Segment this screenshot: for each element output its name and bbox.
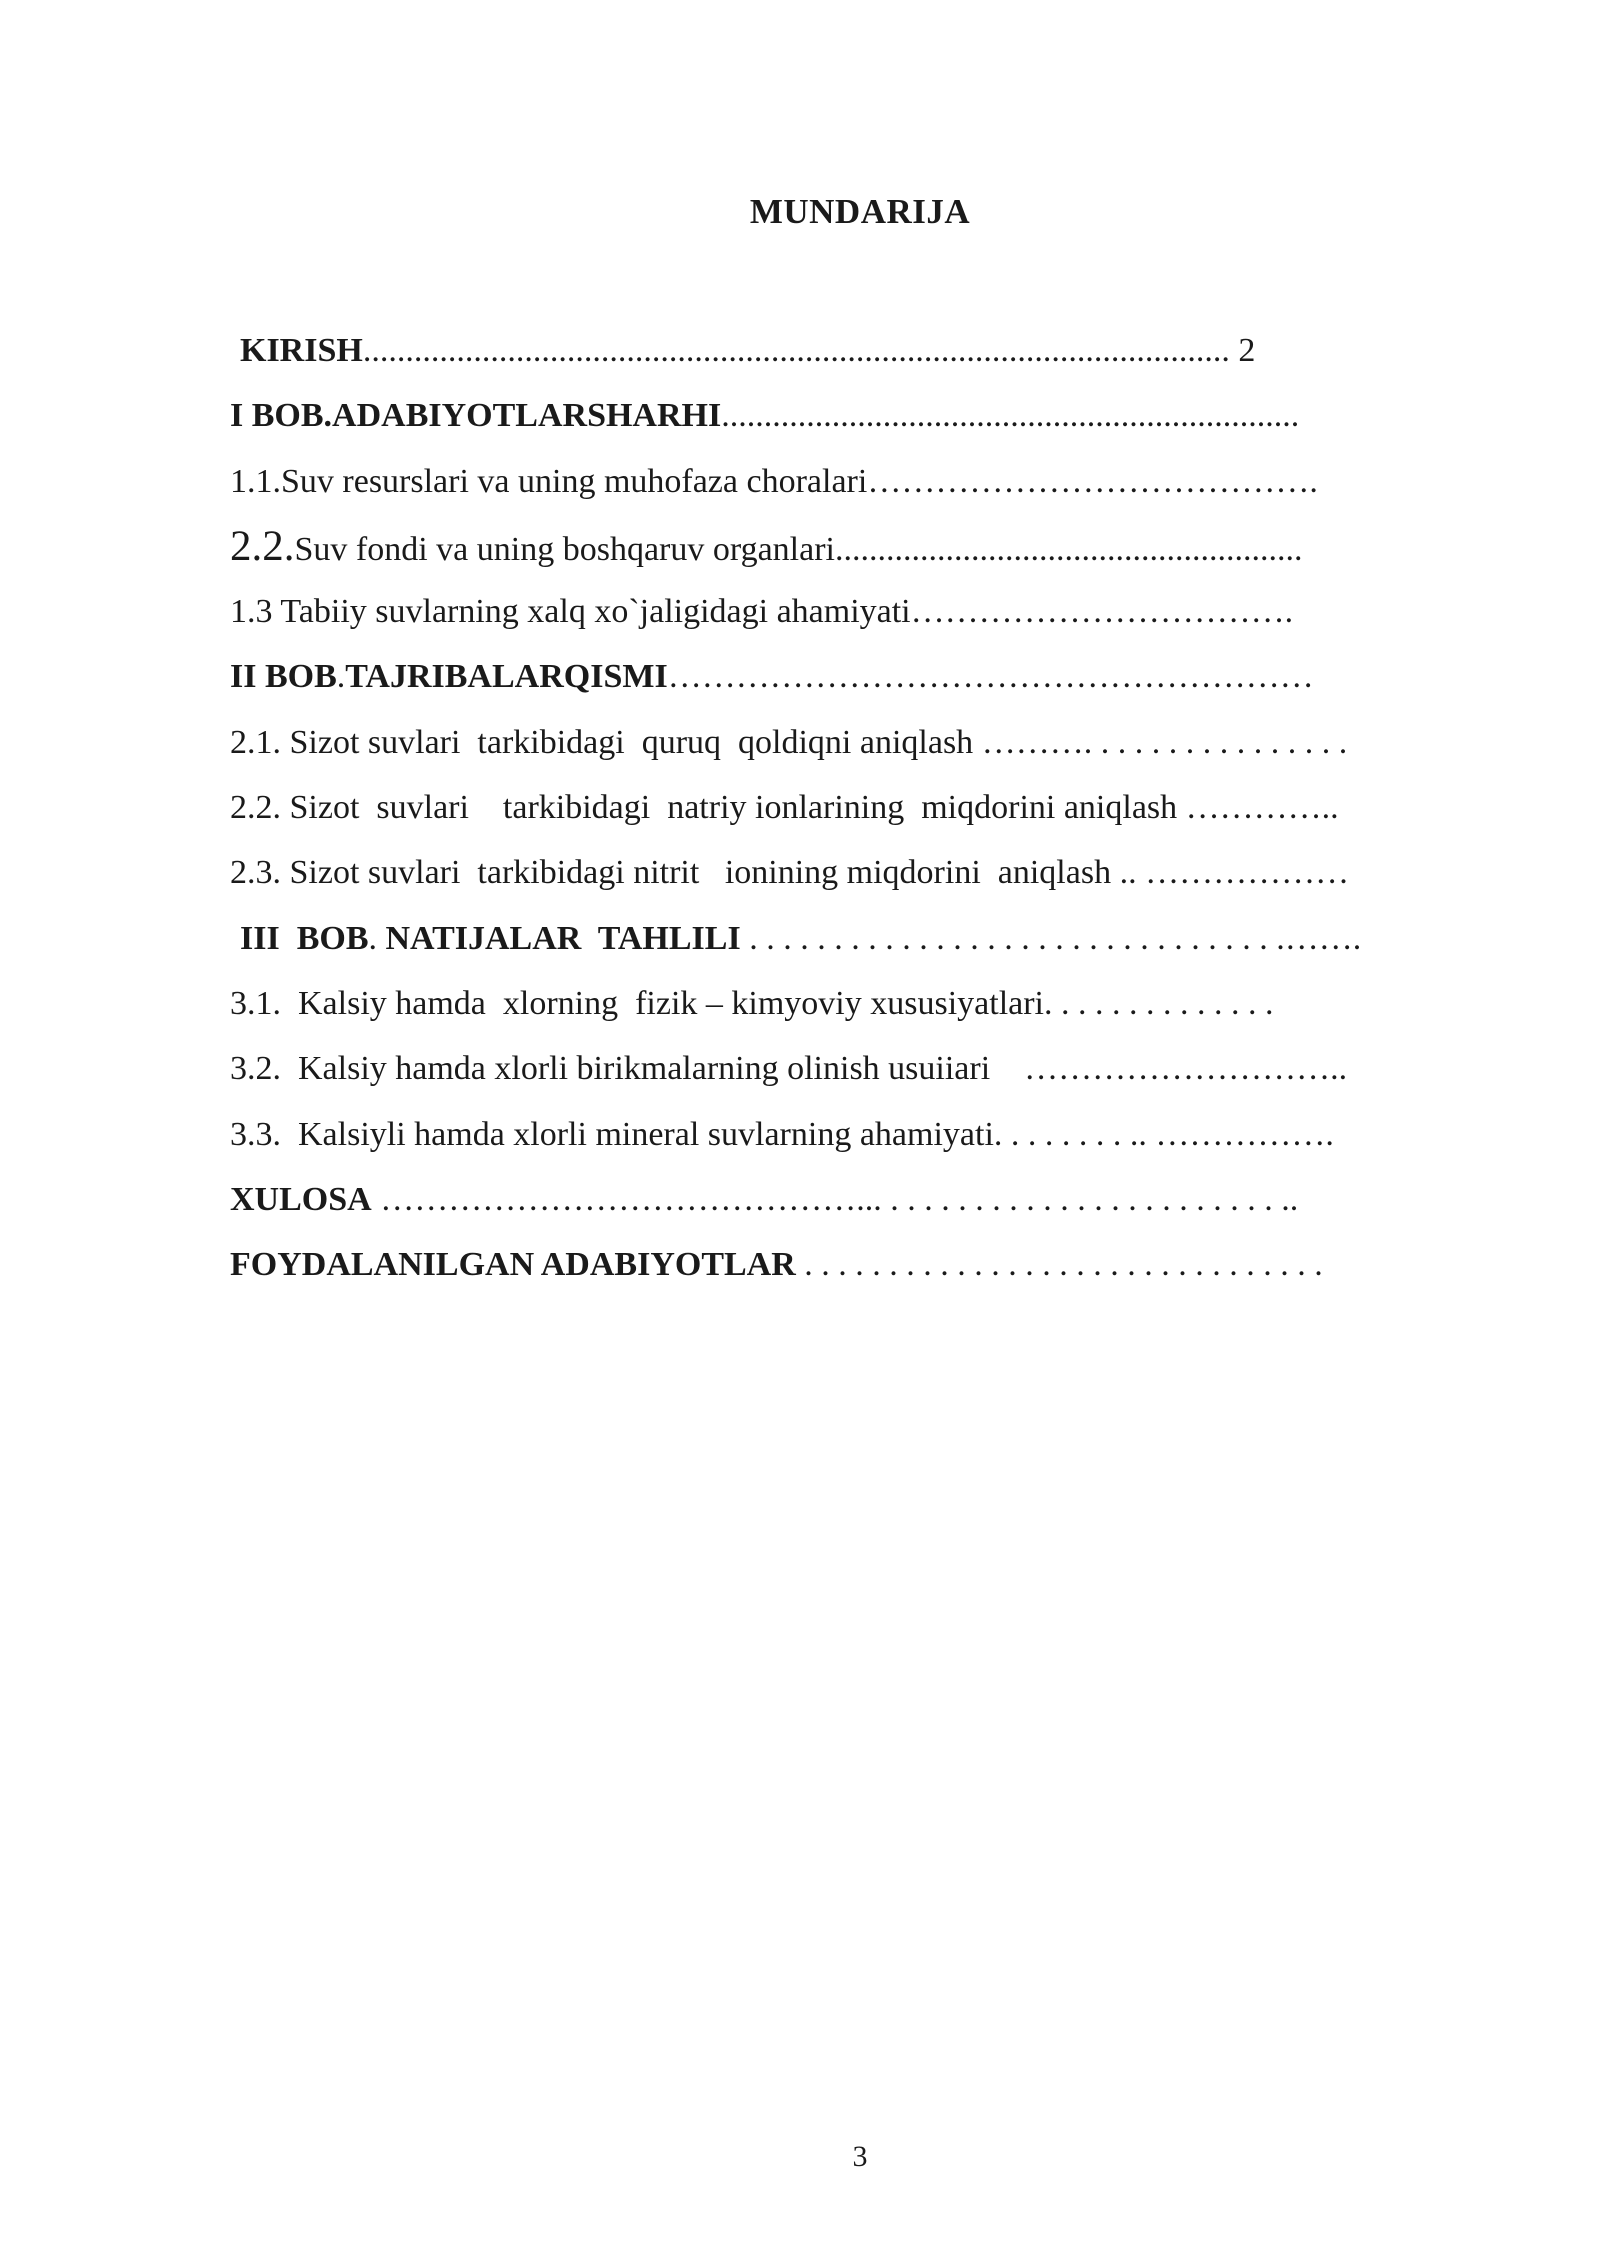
toc-entry-title: 3.3. Kalsiyli hamda xlorli mineral suvlarning ahamiyati. [230, 1115, 1003, 1153]
toc-entry-number: 2.2. [230, 522, 295, 570]
toc-entry-leader: ………….. [1185, 789, 1339, 827]
toc-entry-title-separator: . [336, 658, 346, 696]
toc-entry-title: 2.3. Sizot suvlari tarkibidagi nitrit ionining miqdorini aniqlash .. [230, 854, 1146, 892]
toc-entry-xulosa [230, 1167, 1530, 1232]
toc-entry-leader: ……………………….. [1024, 1050, 1348, 1088]
toc-entry-leader: . . . . . . . . . . . . . [1052, 984, 1274, 1022]
toc-entry-title: Suv fondi va uning boshqaruv organlari [294, 530, 835, 568]
toc-entry-title-part: III BOB [240, 919, 369, 957]
page-title: MUNDARIJA [749, 192, 971, 231]
toc-entry-leader: ………………………………………………… [667, 658, 1314, 696]
toc-entry-title-part: TAJRIBALARQISMI [345, 658, 668, 696]
table-of-contents [230, 318, 1530, 1297]
toc-entry-leader: ……………… [1145, 854, 1350, 892]
toc-entry-leader: . . . . . . . .. ……………. [1002, 1115, 1334, 1153]
toc-entry-title: Suv resurslari va uning muhofaza choralari [281, 462, 868, 500]
toc-entry-kirish [230, 318, 1530, 383]
toc-entry-2-1 [230, 710, 1530, 775]
toc-entry-references [230, 1232, 1530, 1297]
toc-entry-chapter-2 [230, 644, 1530, 709]
toc-entry-title-part: II BOB [230, 658, 337, 696]
toc-entry-chapter-3 [230, 906, 1530, 971]
toc-entry-leader: . . . . . . . . . . . . . . . . . . . . . . . . . . . . . . . .……. [740, 919, 1362, 957]
toc-entry-2-3 [230, 840, 1530, 905]
toc-entry-leader: ………. . . . . . . . . . . . . . . . [981, 723, 1348, 761]
toc-entry-title: XULOSA [230, 1180, 372, 1218]
toc-entry-leader: . . . . . . . . . . . . . . . . . . . . . . . . . . . . . . . [795, 1246, 1323, 1284]
toc-entry-leader: ...................................................................................................... [362, 332, 1230, 369]
toc-entry-title: 2.2. Sizot suvlari tarkibidagi natriy ionlarining miqdorini aniqlash [230, 789, 1186, 827]
toc-entry-title: 2.1. Sizot suvlari tarkibidagi quruq qoldiqni aniqlash [230, 723, 982, 761]
toc-entry-title: I BOB.ADABIYOTLARSHARHI [230, 397, 722, 435]
toc-entry-chapter-1 [230, 383, 1530, 448]
toc-entry-title: FOYDALANILGAN ADABIYOTLAR [230, 1246, 796, 1284]
toc-entry-title-part: NATIJALAR TAHLILI [385, 919, 741, 957]
toc-entry-2-2-sub [230, 775, 1530, 840]
toc-entry-3-1 [230, 971, 1530, 1036]
toc-entry-title-separator: . [368, 919, 386, 957]
toc-entry-title: KIRISH [240, 332, 363, 369]
toc-entry-title: 1.3 Tabiiy suvlarning xalq xo`jaligidagi ahamiyati [230, 593, 911, 631]
page-number: 3 [852, 2140, 868, 2173]
toc-entry-leader: ……………………………. [910, 593, 1294, 631]
toc-entry-title: 3.1. Kalsiy hamda xlorning fizik – kimyoviy xususiyatlari. [230, 984, 1053, 1022]
toc-entry-title: 3.2. Kalsiy hamda xlorli birikmalarning olinish usuiiari [230, 1050, 1025, 1088]
toc-entry-page: 2 [1229, 332, 1256, 369]
toc-entry-leader: …………………………………. [867, 462, 1318, 500]
toc-entry-3-3 [230, 1102, 1530, 1167]
toc-entry-1-1 [230, 449, 1530, 514]
toc-entry-number: 1.1. [230, 462, 281, 500]
toc-entry-leader: ……………………………………... . . . . . . . . . . . . . . . . . . . . . . . .. [371, 1180, 1299, 1218]
toc-entry-leader: .................................................................... [721, 397, 1300, 435]
toc-entry-leader: ....................................................... [834, 530, 1303, 568]
toc-entry-1-3 [230, 579, 1530, 644]
toc-entry-3-2 [230, 1036, 1530, 1101]
toc-entry-2-2 [230, 514, 1530, 579]
